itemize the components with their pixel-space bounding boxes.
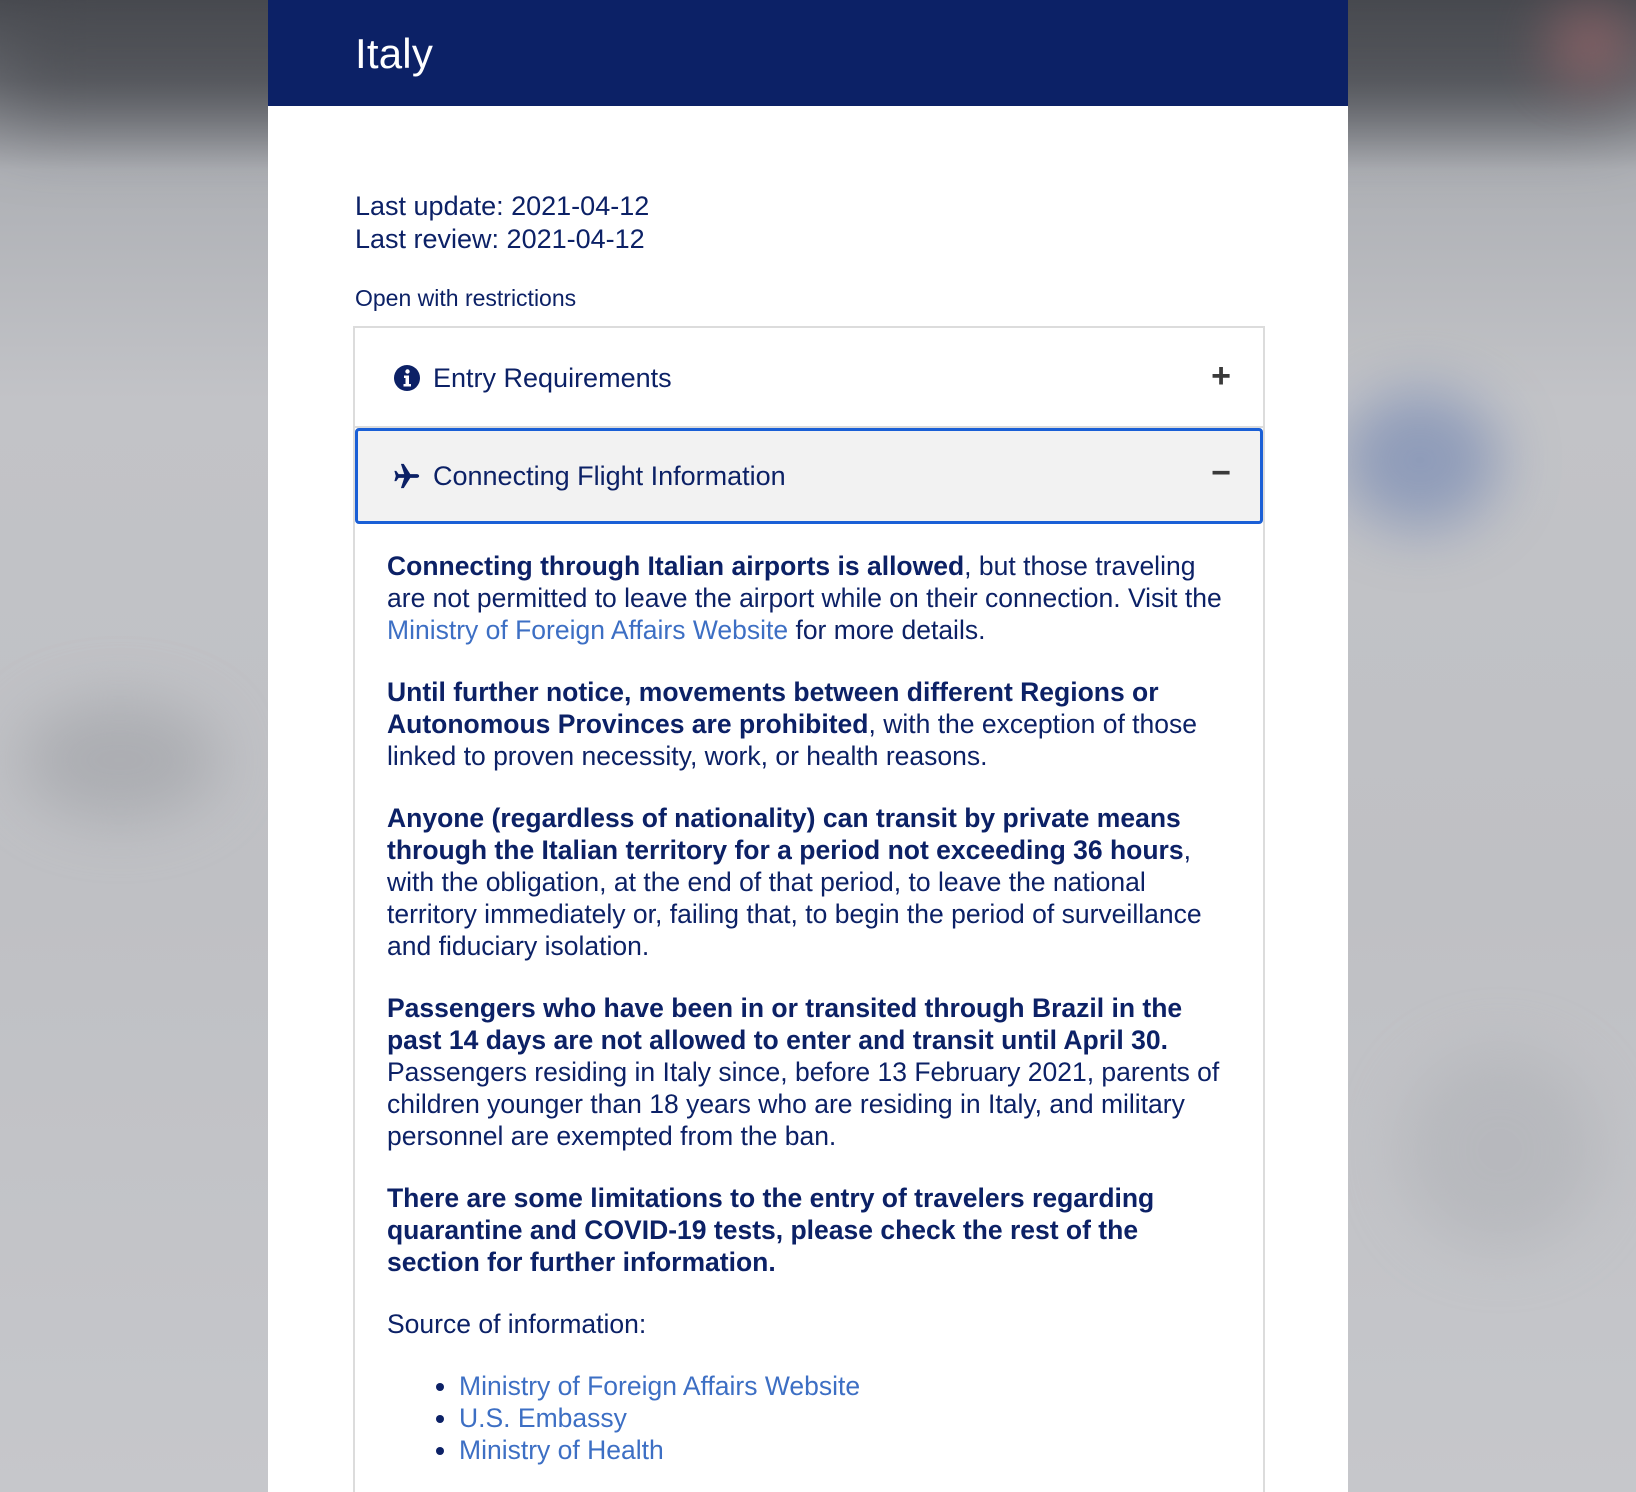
paragraph-connecting-airports bbox=[387, 550, 1223, 646]
background-blur-right bbox=[1400, 1050, 1600, 1250]
paragraph-regional-movement bbox=[387, 676, 1223, 772]
paragraph-bold: Until further notice, movements between different Regions or Autonomous Provinces are prohibited bbox=[387, 677, 1159, 739]
paragraph-bold: Passengers who have been in or transited through Brazil in the past 14 days are not allowed to enter and transit until April 30. bbox=[387, 993, 1183, 1055]
paragraph-bold: Connecting through Italian airports is allowed bbox=[387, 551, 965, 581]
paragraph-text: , with the exception of those linked to proven necessity, work, or health reasons. bbox=[387, 709, 1197, 771]
paragraph-text: , but those traveling are not permitted to leave the airport while on their connection. Visit the bbox=[387, 551, 1222, 613]
list-item bbox=[459, 1370, 1223, 1402]
expand-icon[interactable]: + bbox=[1211, 357, 1231, 395]
page-header bbox=[268, 0, 1348, 106]
last-review-text: Last review: 2021-04-12 bbox=[355, 224, 645, 254]
last-update-text: Last update: 2021-04-12 bbox=[355, 191, 650, 221]
list-item bbox=[459, 1434, 1223, 1466]
info-icon bbox=[393, 364, 421, 392]
source-label: Source of information: bbox=[387, 1309, 647, 1339]
airplane-icon bbox=[393, 462, 421, 490]
background-blur-red bbox=[1550, 10, 1630, 80]
inline-link-foreign-affairs[interactable]: Ministry of Foreign Affairs Website bbox=[387, 615, 789, 645]
connecting-flight-content bbox=[387, 550, 1223, 1466]
paragraph-text: , with the obligation, at the end of that period, to leave the national territory immediately or, failing that, to begin the period of surveillance and fiduciary isolation. bbox=[387, 835, 1202, 961]
background-blur-left bbox=[20, 700, 220, 820]
paragraph-brazil-ban bbox=[387, 992, 1223, 1152]
page-title: Italy bbox=[355, 30, 434, 77]
collapse-icon[interactable]: − bbox=[1211, 454, 1231, 492]
accordion-entry-label: Entry Requirements bbox=[433, 363, 672, 393]
accordion-entry-requirements[interactable] bbox=[355, 328, 1263, 428]
paragraph-text: for more details. bbox=[788, 615, 986, 645]
update-info bbox=[355, 190, 649, 256]
country-panel bbox=[268, 0, 1348, 1492]
source-link-us-embassy[interactable]: U.S. Embassy bbox=[459, 1403, 627, 1433]
travel-accordion bbox=[353, 326, 1265, 1492]
paragraph-bold: Anyone (regardless of nationality) can transit by private means through the Italian territory for a period not exceeding 36 hours bbox=[387, 803, 1184, 865]
paragraph-bold: There are some limitations to the entry of travelers regarding quarantine and COVID-19 tests, please check the rest of the section for further information. bbox=[387, 1183, 1155, 1277]
background-blur-blue bbox=[1340, 390, 1500, 530]
source-link-ministry-health[interactable]: Ministry of Health bbox=[459, 1435, 664, 1465]
accordion-connecting-label: Connecting Flight Information bbox=[433, 461, 786, 491]
source-list bbox=[387, 1370, 1223, 1466]
source-link-foreign-affairs[interactable]: Ministry of Foreign Affairs Website bbox=[459, 1371, 861, 1401]
travel-status: Open with restrictions bbox=[355, 285, 577, 311]
paragraph-private-transit bbox=[387, 802, 1223, 962]
paragraph-text: Passengers residing in Italy since, before 13 February 2021, parents of children younger than 18 years who are residing in Italy, and military personnel are exempted from the ban. bbox=[387, 1057, 1220, 1151]
accordion-connecting-flight[interactable] bbox=[355, 428, 1263, 524]
list-item bbox=[459, 1402, 1223, 1434]
paragraph-entry-limitations bbox=[387, 1182, 1223, 1278]
